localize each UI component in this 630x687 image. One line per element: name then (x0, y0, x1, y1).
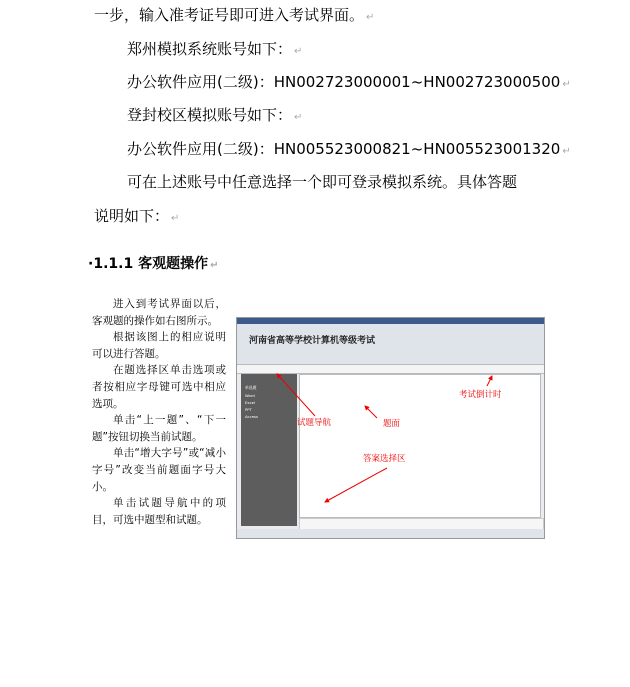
screenshot-title: 河南省高等学校计算机等级考试 (249, 336, 376, 346)
nav-item: 单选题 (245, 385, 257, 390)
side-paragraph: 在题选择区单击选项或者按相应字母键可选中相应选项。 (92, 364, 226, 410)
side-text (92, 296, 226, 528)
paragraph-7: 说明如下： ↵ (94, 207, 180, 225)
section-heading: ·1.1.1 客观题操作 ↵ (88, 256, 219, 272)
heading-title: 客观题操作 (138, 256, 209, 272)
label-timer: 考试倒计时 (459, 390, 502, 400)
side-paragraph: 单击试题导航中的项目，可选中题型和试题。 (92, 497, 226, 526)
paragraph-6: 可在上述账号中任意选择一个即可登录模拟系统。具体答题 (127, 173, 518, 191)
side-paragraph: 根据该图上的相应说明可以进行答题。 (92, 331, 226, 360)
paragraph-2: 郑州模拟系统账号如下： ↵ (127, 40, 303, 58)
side-paragraph: 进入到考试界面以后，客观题的操作如右图所示。 (92, 298, 226, 327)
paragraph-5: 办公软件应用(二级)：HN005523000821~HN005523001320 ↵ (127, 140, 571, 158)
label-answer: 答案选择区 (363, 454, 406, 464)
nav-item: Word (245, 393, 255, 398)
side-paragraph: 单击“上一题”、“下一题”按钮切换当前试题。 (92, 414, 226, 443)
nav-item: PPT (245, 407, 252, 412)
label-nav: 试题导航 (297, 418, 332, 428)
exam-screenshot (236, 317, 545, 539)
nav-item: Excel (245, 400, 256, 405)
heading-number: 1.1.1 (93, 256, 134, 272)
nav-item: Access (245, 414, 258, 419)
paragraph-3: 办公软件应用(二级)：HN002723000001~HN002723000500 ↵ (127, 73, 571, 91)
side-paragraph: 单击“增大字号”或“减小字号”改变当前题面字号大小。 (92, 447, 226, 493)
paragraph-4: 登封校区模拟账号如下： ↵ (127, 106, 303, 124)
label-question: 题面 (383, 419, 401, 429)
paragraph-1: 一步，输入准考证号即可进入考试界面。 ↵ (94, 6, 375, 24)
